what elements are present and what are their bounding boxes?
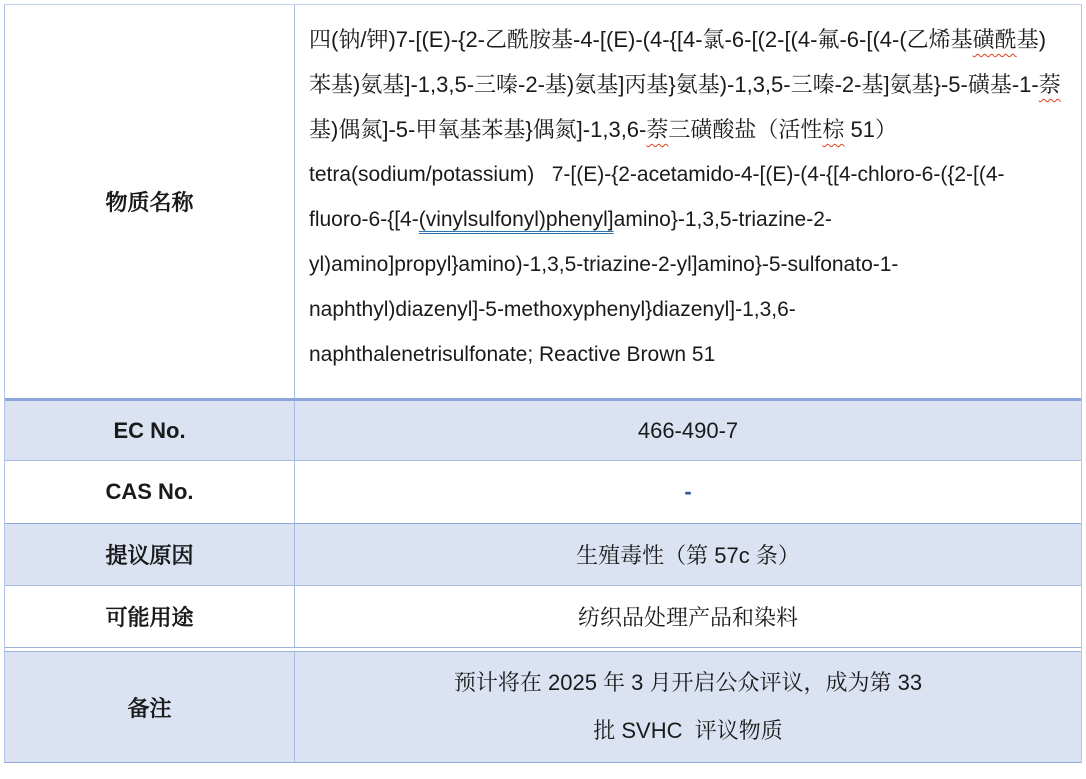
spellcheck-squiggle: 萘 — [1038, 72, 1061, 97]
substance-name-en-line3: yl)amino]propyl}amino)-1,3,5-triazine-2-yl]amino}-5-sulfonato-1- — [309, 253, 899, 276]
ec-number-value: 466-490-7 — [637, 417, 739, 443]
remarks-label: 备注 — [5, 652, 295, 762]
spellcheck-squiggle: 萘 — [646, 117, 669, 142]
spellcheck-squiggle: 棕 — [822, 117, 845, 142]
cas-number-value — [295, 461, 1081, 523]
proposal-reason-label: 提议原因 — [5, 524, 295, 585]
remarks-line1: 预计将在 2025 年 3 月开启公众评议，成为第 33 — [453, 670, 923, 695]
substance-name-en-line1: tetra(sodium/potassium) 7-[(E)-{2-acetamido-4-[(E)-(4-{[4-chloro-6-({2-[(4- — [309, 163, 1005, 186]
possible-uses-label: 可能用途 — [5, 586, 295, 647]
cas-dash: - — [684, 479, 692, 504]
row-possible-uses — [5, 586, 1081, 648]
substance-name-label: 物质名称 — [5, 5, 295, 398]
row-cas-number — [5, 461, 1081, 524]
row-proposal-reason — [5, 524, 1081, 586]
substance-info-table — [4, 4, 1082, 763]
ec-number-label: EC No. — [5, 401, 295, 460]
remarks-line2: 批 SVHC 评议物质 — [593, 718, 783, 743]
spellcheck-squiggle: 磺酰 — [972, 27, 1017, 52]
possible-uses-value: 纺织品处理产品和染料 — [577, 605, 798, 630]
grammar-underline: (vinylsulfonyl)phenyl] — [418, 208, 614, 231]
substance-name-zh-line3: 基)偶氮]-5-甲氧基苯基}偶氮]-1,3,6-萘三磺酸盐（活性棕 51） — [309, 117, 898, 142]
substance-name-en-line4: naphthyl)diazenyl]-5-methoxyphenyl}diazenyl]-1,3,6- — [309, 298, 796, 321]
row-substance-name — [5, 5, 1081, 401]
proposal-reason-value: 生殖毒性（第 57c 条） — [576, 543, 800, 568]
substance-name-zh-line2: 苯基)氨基]-1,3,5-三嗪-2-基)氨基]丙基}氨基)-1,3,5-三嗪-2-基]氨基}-5-磺基-1-萘 — [309, 72, 1061, 97]
row-ec-number — [5, 401, 1081, 461]
cas-number-label: CAS No. — [5, 461, 295, 523]
substance-name-en-line5: naphthalenetrisulfonate; Reactive Brown 51 — [309, 343, 716, 366]
row-remarks — [5, 651, 1081, 762]
substance-name-value — [295, 5, 1081, 398]
substance-name-en-line2: fluoro-6-{[4-(vinylsulfonyl)phenyl]amino}-1,3,5-triazine-2- — [309, 208, 832, 231]
remarks-value — [295, 652, 1081, 762]
substance-name-zh-line1: 四(钠/钾)7-[(E)-{2-乙酰胺基-4-[(E)-(4-{[4-氯-6-[(2-[(4-氟-6-[(4-(乙烯基磺酰基) — [309, 27, 1047, 52]
